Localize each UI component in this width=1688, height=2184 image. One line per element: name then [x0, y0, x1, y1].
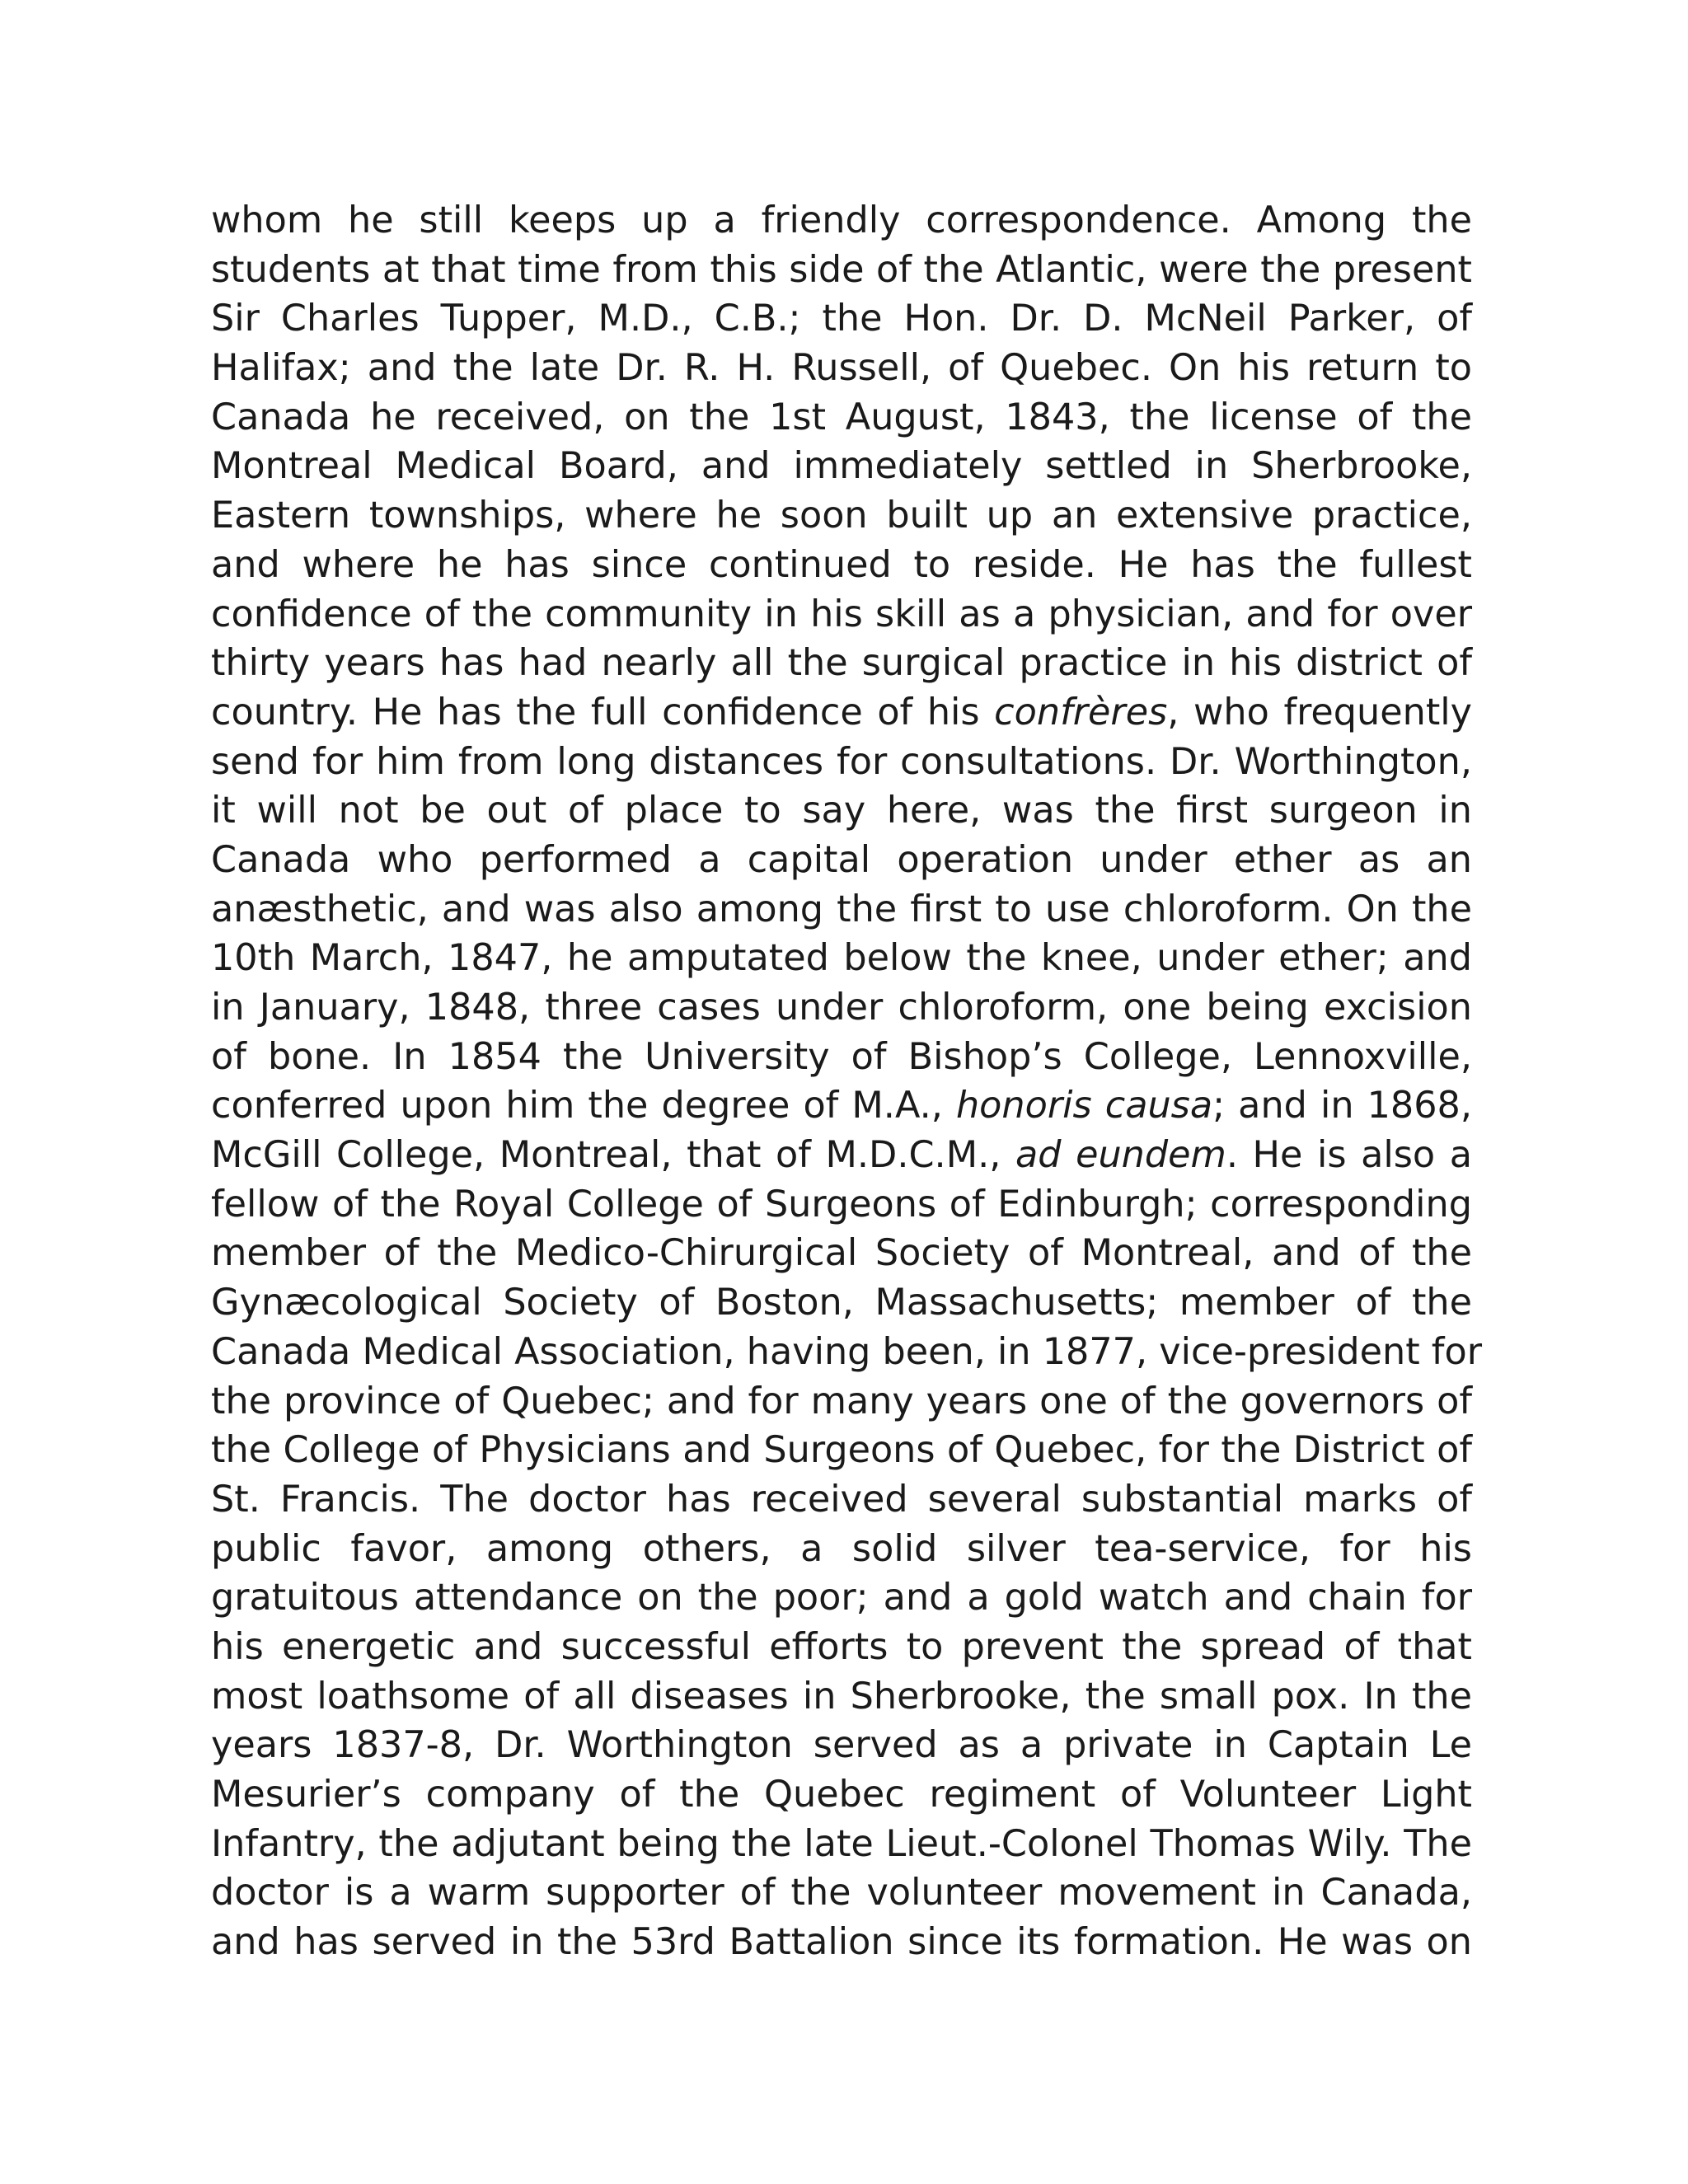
text-run: . He is also a: [1226, 1134, 1472, 1177]
text-run: member of the Medico-Chirurgical Society of Montreal, and of the: [211, 1232, 1472, 1275]
text-line: [211, 442, 1472, 491]
text-line: [211, 590, 1472, 640]
text-run: the province of Quebec; and for many years one of the governors of: [211, 1380, 1472, 1422]
text-line: [211, 1525, 1472, 1574]
text-run: 10th March, 1847, he amputated below the knee, under ether; and: [211, 937, 1472, 980]
text-line: [211, 541, 1472, 590]
text-run: country. He has the full confidence of his: [211, 691, 995, 733]
text-line: [211, 934, 1472, 983]
text-run: Eastern townships, where he soon built up an extensive practice,: [211, 494, 1472, 537]
text-run: McGill College, Montreal, that of M.D.C.M.,: [211, 1134, 1015, 1177]
text-run: Canada who performed a capital operation under ether as an: [211, 838, 1472, 881]
text-run: anæsthetic, and was also among the first to use chloroform. On the: [211, 888, 1472, 930]
text-line: [211, 1918, 1472, 1967]
text-line: [211, 983, 1472, 1033]
text-line: [211, 294, 1472, 344]
text-line: [211, 1081, 1472, 1131]
text-line: [211, 1180, 1472, 1230]
text-line: [211, 738, 1472, 787]
text-line: [211, 1573, 1472, 1623]
italic-phrase: ad eundem: [1015, 1134, 1226, 1177]
text-run: Gynæcological Society of Boston, Massachusetts; member of the: [211, 1282, 1472, 1324]
text-line: [211, 1377, 1472, 1427]
text-run: Canada he received, on the 1st August, 1843, the license of the: [211, 396, 1472, 438]
italic-phrase: confrères: [994, 691, 1168, 733]
text-line: [211, 1475, 1472, 1525]
text-run: years 1837-8, Dr. Worthington served as a private in Captain Le: [211, 1724, 1472, 1767]
text-line: [211, 786, 1472, 836]
text-line: [211, 1868, 1472, 1918]
text-run: Infantry, the adjutant being the late Lieut.-Colonel Thomas Wily. The: [211, 1822, 1472, 1865]
text-line: [211, 1426, 1472, 1475]
text-line: [211, 1278, 1472, 1328]
text-line: [211, 1623, 1472, 1672]
text-line: [211, 688, 1472, 738]
text-line: [211, 1721, 1472, 1770]
text-line: [211, 344, 1472, 393]
text-line: [211, 1033, 1472, 1082]
text-run: , who frequently: [1167, 691, 1472, 733]
text-run: Halifax; and the late Dr. R. H. Russell, of Quebec. On his return to: [211, 347, 1472, 390]
text-line: [211, 1131, 1472, 1180]
text-line: [211, 1328, 1482, 1377]
text-run: and where he has since continued to reside. He has the fullest: [211, 543, 1472, 586]
text-run: whom he still keeps up a friendly correspondence. Among the: [211, 199, 1472, 241]
text-line: [211, 836, 1472, 885]
text-line: [211, 491, 1472, 541]
text-line: [211, 246, 1472, 295]
text-run: it will not be out of place to say here, was the first surgeon in: [211, 790, 1472, 832]
text-run: gratuitous attendance on the poor; and a gold watch and chain for: [211, 1577, 1472, 1619]
text-run: Mesurier’s company of the Quebec regiment of Volunteer Light: [211, 1774, 1472, 1816]
text-line: [211, 639, 1472, 688]
text-run: send for him from long distances for consultations. Dr. Worthington,: [211, 740, 1472, 783]
text-run: Montreal Medical Board, and immediately settled in Sherbrooke,: [211, 445, 1472, 488]
text-run: ; and in 1868,: [1212, 1085, 1472, 1127]
text-line: [211, 885, 1472, 935]
text-line: [211, 393, 1472, 443]
text-run: and has served in the 53rd Battalion since its formation. He was on: [211, 1921, 1472, 1964]
text-run: Sir Charles Tupper, M.D., C.B.; the Hon. Dr. D. McNeil Parker, of: [211, 298, 1472, 340]
text-line: [211, 1770, 1472, 1820]
text-line: [211, 1820, 1472, 1869]
text-line: [211, 1229, 1472, 1278]
text-run: in January, 1848, three cases under chloroform, one being excision: [211, 987, 1472, 1029]
text-run: doctor is a warm supporter of the volunteer movement in Canada,: [211, 1872, 1472, 1915]
text-run: St. Francis. The doctor has received several substantial marks of: [211, 1478, 1472, 1521]
text-run: thirty years has had nearly all the surgical practice in his district of: [211, 642, 1472, 685]
text-run: Canada Medical Association, having been, in 1877, vice-president for: [211, 1330, 1482, 1373]
text-run: the College of Physicians and Surgeons of Quebec, for the District of: [211, 1429, 1472, 1472]
italic-phrase: honoris causa: [955, 1085, 1213, 1127]
text-run: public favor, among others, a solid silver tea-service, for his: [211, 1527, 1472, 1570]
body-text: [211, 196, 1482, 1967]
text-run: most loathsome of all diseases in Sherbrooke, the small pox. In the: [211, 1675, 1472, 1718]
text-run: students at that time from this side of the Atlantic, were the present: [211, 248, 1472, 291]
text-run: conferred upon him the degree of M.A.,: [211, 1085, 956, 1127]
text-run: fellow of the Royal College of Surgeons of Edinburgh; corresponding: [211, 1183, 1472, 1226]
text-run: confidence of the community in his skill as a physician, and for over: [211, 593, 1472, 635]
text-run: of bone. In 1854 the University of Bishop’s College, Lennoxville,: [211, 1035, 1472, 1078]
text-run: his energetic and successful efforts to prevent the spread of that: [211, 1625, 1472, 1668]
text-line: [211, 1672, 1472, 1722]
text-line: [211, 196, 1472, 246]
